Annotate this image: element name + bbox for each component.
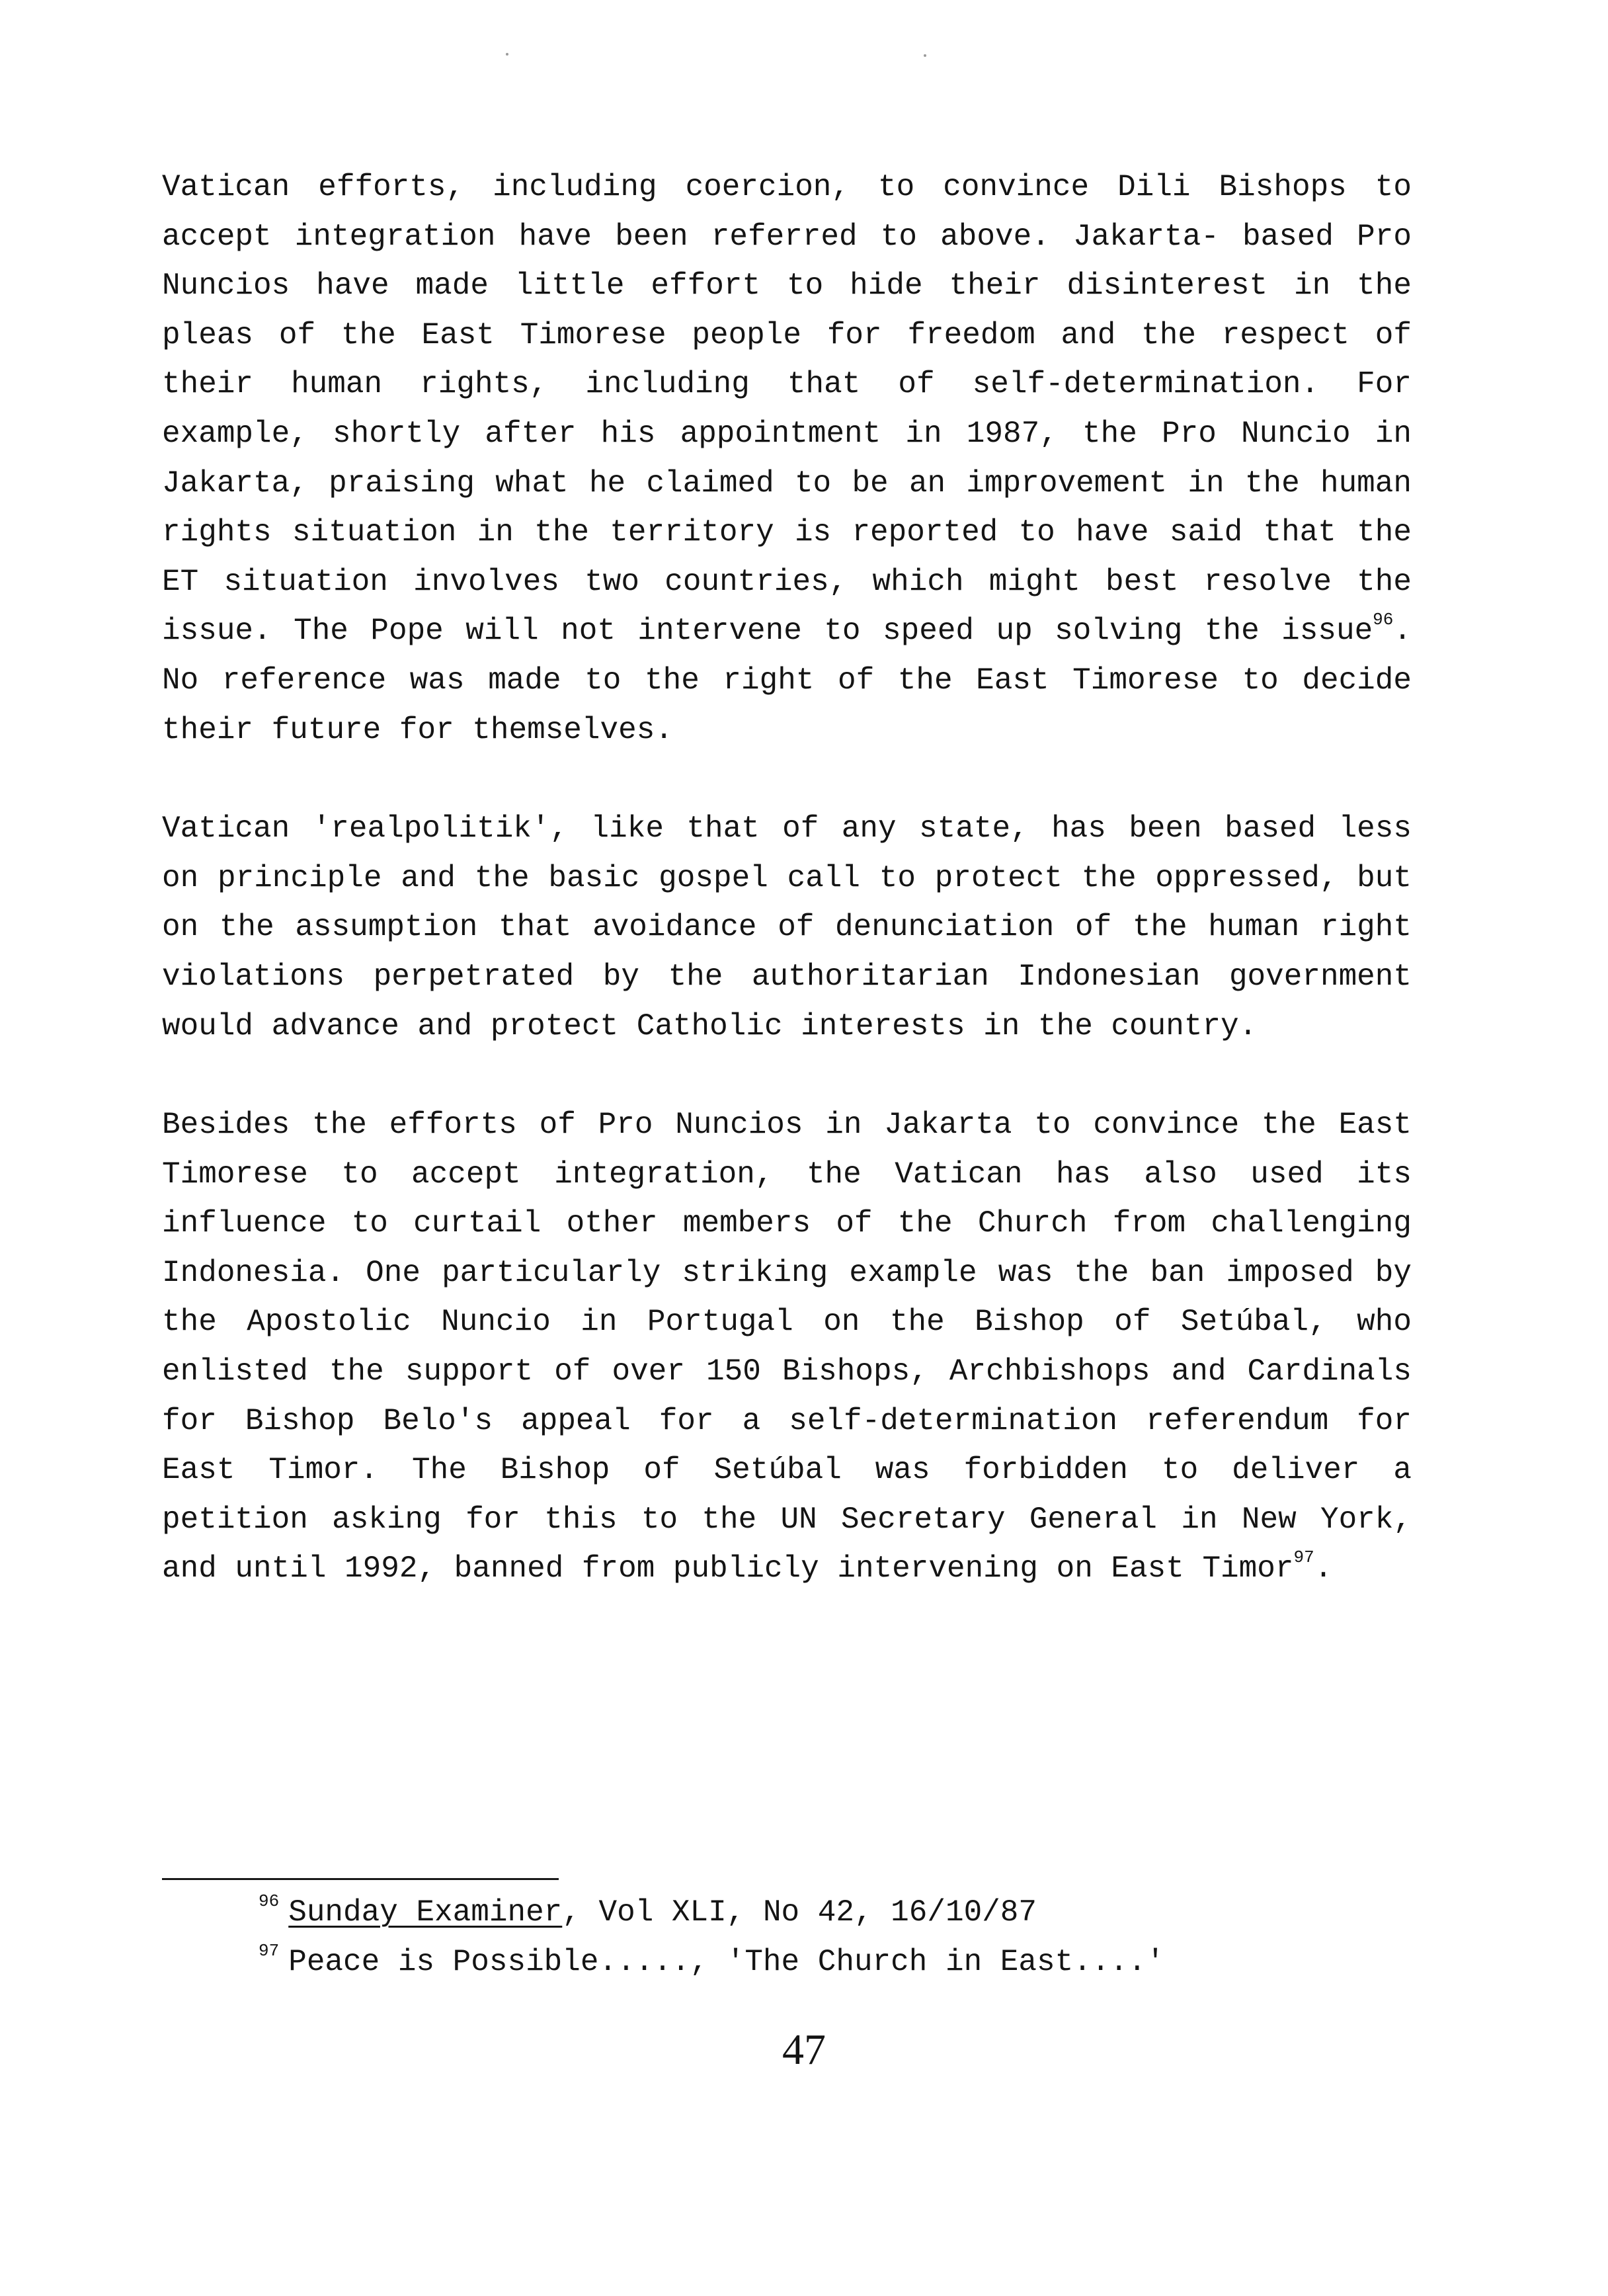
footnote-reference: 96 <box>1373 610 1394 630</box>
footnote-text: Peace is Possible....., 'The Church in East....' <box>288 1945 1165 1979</box>
paragraph-text: . <box>1314 1551 1333 1586</box>
footnotes <box>259 1888 1383 1987</box>
footnote-97 <box>259 1938 1383 1987</box>
footnote-reference: 97 <box>1293 1547 1314 1568</box>
page-number: 47 <box>782 2026 826 2074</box>
paragraph-text: . No reference was made to the right of the East Timorese to decide their future for themselves. <box>162 614 1412 747</box>
paragraph-text: Besides the efforts of Pro Nuncios in Jakarta to convince the East Timorese to accept integration, the Vatican has also used its influence to curtail other members of the Church from challenging Indonesia. One particularly striking example was the ban imposed by the Apostolic Nuncio in Portugal on the Bishop of Setúbal, who enlisted the support of over 150 Bishops, Archbishops and Cardinals for Bishop Belo's appeal for a self-determination referendum for East Timor. The Bishop of Setúbal was forbidden to deliver a petition asking for this to the UN Secretary General in New York, and until 1992, banned from publicly intervening on East Timor <box>162 1108 1412 1586</box>
scan-speck <box>924 54 926 57</box>
paragraph <box>162 163 1412 755</box>
footnote-number: 97 <box>259 1941 280 1961</box>
body-text <box>162 163 1412 1594</box>
footnote-text: , Vol XLI, No 42, 16/10/87 <box>562 1895 1037 1930</box>
footnote-number: 96 <box>259 1891 280 1911</box>
scan-speck <box>506 53 508 56</box>
paragraph-text: Vatican efforts, including coercion, to convince Dili Bishops to accept integration have been referred to above. Jakarta- based Pro Nuncios have made little effort to hide their disinterest in the pleas of the East Timorese people for freedom and the respect of their human rights, including that of self-determination. For example, shortly after his appointment in 1987, the Pro Nuncio in Jakarta, praising what he claimed to be an improvement in the human rights situation in the territory is reported to have said that the ET situation involves two countries, which might best resolve the issue. The Pope will not intervene to speed up solving the issue <box>162 170 1412 649</box>
paragraph-text: Vatican 'realpolitik', like that of any state, has been based less on principle and the basic gospel call to protect the oppressed, but on the assumption that avoidance of denunciation of the human right violations perpetrated by the authoritarian Indonesian government would advance and protect Catholic interests in the country. <box>162 811 1412 1044</box>
footnote-separator-rule <box>162 1878 559 1880</box>
footnote-96 <box>259 1888 1383 1938</box>
paragraph <box>162 1100 1412 1594</box>
paragraph <box>162 804 1412 1051</box>
footnote-source-title: Sunday Examiner <box>288 1895 563 1930</box>
